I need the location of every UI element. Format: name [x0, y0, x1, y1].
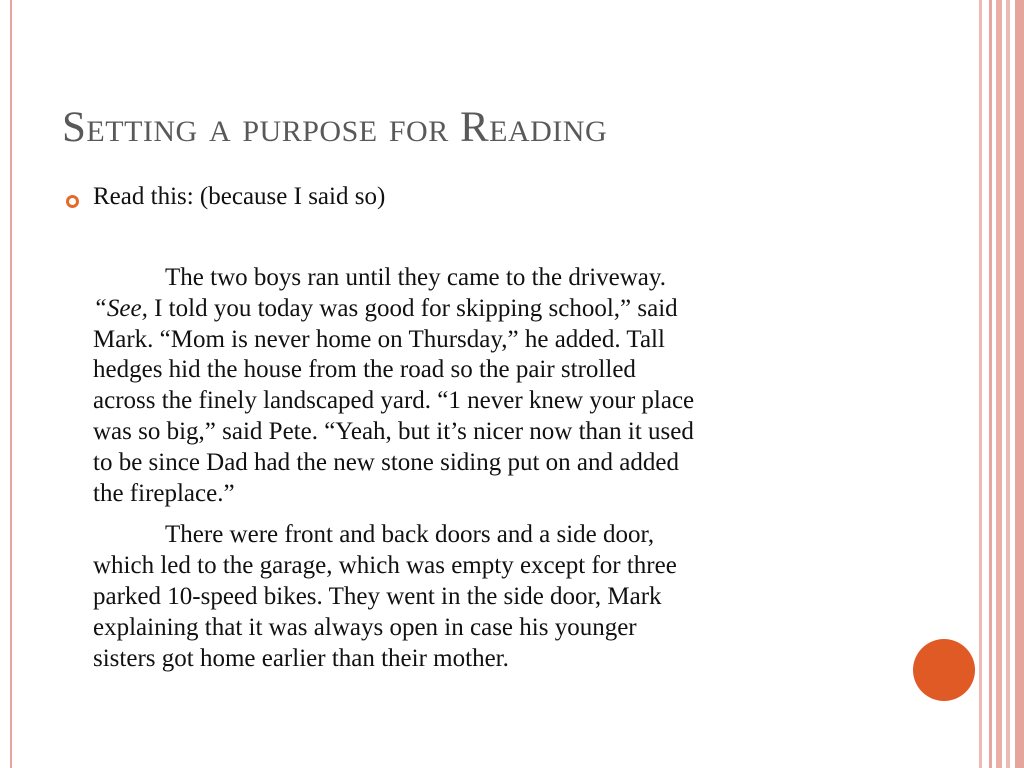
- text-segment: which led to the garage, which was empty except for three: [93, 552, 677, 580]
- story-line: [93, 294, 893, 325]
- story-line: [93, 386, 893, 417]
- text-segment: Mark. “Mom is never home on Thursday,” he added. Tall: [93, 325, 665, 353]
- text-segment: across the finely landscaped yard. “1 never knew your place: [93, 387, 695, 415]
- story-line: [93, 520, 893, 551]
- story-line: [93, 417, 893, 448]
- story-line: [93, 448, 893, 479]
- bullet-icon: [66, 195, 79, 208]
- story-paragraph: [93, 263, 893, 509]
- story-line: [93, 263, 893, 294]
- story-line: [93, 613, 893, 644]
- right-decorative-stripes: [979, 0, 1024, 768]
- story-paragraph: [93, 520, 893, 674]
- text-segment: hedges hid the house from the road so the pair strolled: [93, 356, 636, 384]
- story-line: [93, 582, 893, 613]
- story-line: [93, 479, 893, 510]
- story-line: [93, 551, 893, 582]
- text-segment: parked 10-speed bikes. They went in the side door, Mark: [93, 582, 662, 610]
- text-segment: to be since Dad had the new stone siding put on and added: [93, 448, 679, 476]
- stripe: [1015, 0, 1024, 768]
- stripe: [989, 0, 992, 768]
- text-segment: explaining that it was always open in case his younger: [93, 613, 637, 641]
- slide-title: Setting a purpose for Reading: [62, 104, 608, 151]
- text-segment: “See,: [93, 294, 148, 322]
- text-segment: The two boys ran until they came to the driveway.: [165, 264, 667, 291]
- stripe: [996, 0, 1002, 768]
- text-segment: sisters got home earlier than their mother.: [93, 644, 509, 672]
- story-line: [93, 355, 893, 386]
- bullet-text: Read this: (because I said so): [93, 183, 386, 210]
- text-segment: I told you today was good for skipping school,” said: [147, 294, 678, 322]
- left-border-rule: [10, 0, 12, 768]
- text-segment: was so big,” said Pete. “Yeah, but it’s nicer now than it used: [93, 417, 694, 445]
- stripe: [979, 0, 982, 768]
- story-line: [93, 644, 893, 675]
- story-text: [93, 263, 893, 674]
- story-line: [93, 325, 893, 356]
- text-segment: There were front and back doors and a side door,: [165, 521, 655, 549]
- text-segment: the fireplace.”: [93, 479, 235, 507]
- stripe: [1006, 0, 1010, 768]
- orange-circle-decoration: [913, 639, 975, 701]
